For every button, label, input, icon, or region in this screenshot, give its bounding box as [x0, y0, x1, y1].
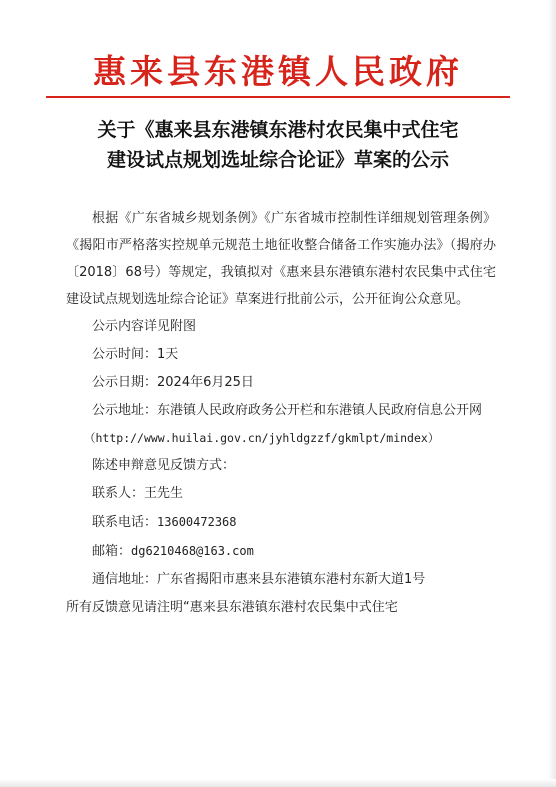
feedback-instruction: 所有反馈意见请注明“惠来县东港镇东港村农民集中式住宅: [66, 600, 398, 615]
masthead-title: 惠来县东港镇人民政府: [93, 52, 463, 91]
mailing-address: 通信地址：广东省揭阳市惠来县东港镇东港村东新大道1号: [92, 572, 426, 587]
intro-paragraph: 根据《广东省城乡规划条例》《广东省城市控制性详细规划管理条例》《揭阳市严格落实控规单元规范土地征收整合储备工作实施办法》（揭府办〔2018〕68号）等规定，我镇拟对《惠来县东港镇东港村农民集中式住宅建设试点规划选址综合论证》草案进行批前公示，公开征询公众意见。: [66, 211, 496, 307]
scan-edge-right: [548, 0, 556, 787]
contact-phone: [66, 508, 496, 537]
phone-number: 13600472368: [157, 515, 237, 529]
feedback-heading: 陈述申辩意见反馈方式：: [92, 458, 236, 473]
notice-title-line-2: 建设试点规划选址综合论证》草案的公示: [106, 149, 449, 171]
notice-title-line-1: 关于《惠来县东港镇东港村农民集中式住宅: [97, 119, 459, 141]
content-note: 公示内容详见附图: [92, 319, 197, 334]
email-address: dg6210468@163.com: [131, 544, 254, 558]
email-label: 邮箱：: [92, 544, 132, 559]
masthead-red-rule: [46, 96, 510, 98]
scan-edge-bottom: [0, 779, 556, 787]
contact-label: 联系人：: [92, 486, 145, 501]
notice-date: 公示日期：2024年6月25日: [92, 375, 254, 390]
notice-title: [40, 115, 516, 175]
phone-label: 联系电话：: [92, 515, 158, 530]
contact-person: [66, 480, 496, 508]
notice-duration: 公示时间：1天: [92, 347, 179, 362]
notice-body: [66, 205, 496, 622]
notice-url: （http://www.huilai.gov.cn/jyhldgzzf/gkmlpt/mindex）: [84, 431, 440, 445]
contact-email: [66, 537, 496, 566]
contact-name: 王先生: [144, 486, 184, 501]
notice-address: 公示地址：东港镇人民政府政务公开栏和东港镇人民政府信息公开网: [92, 403, 483, 418]
